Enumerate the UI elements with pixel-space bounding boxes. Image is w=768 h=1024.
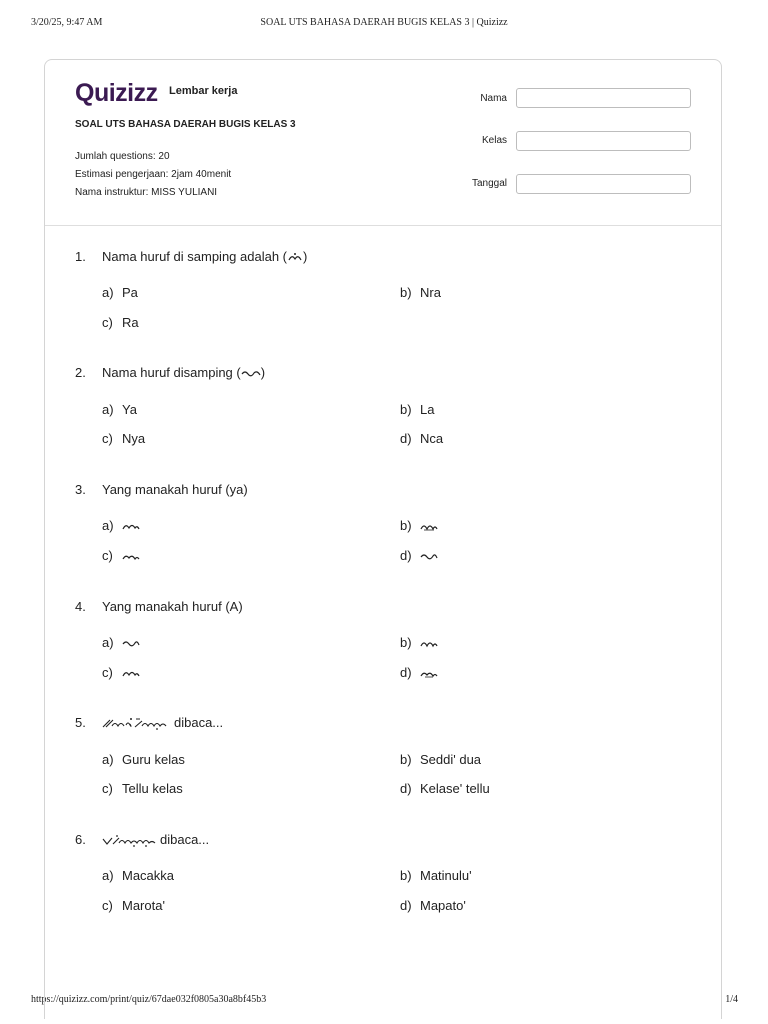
lontara-glyph-icon — [122, 638, 140, 648]
class-field[interactable] — [516, 131, 691, 151]
option-text: Tellu kelas — [122, 781, 183, 796]
option-3a[interactable] — [102, 518, 140, 533]
option-5b[interactable] — [400, 752, 481, 767]
question-text — [102, 832, 209, 847]
lontara-glyph-icon — [420, 521, 438, 531]
option-text: Nra — [420, 285, 441, 300]
page-number: 1/4 — [725, 994, 738, 1005]
date-label: Tanggal — [471, 178, 507, 189]
option-letter: c) — [102, 898, 113, 913]
option-text: Ya — [122, 402, 137, 417]
option-text: Guru kelas — [122, 752, 185, 767]
option-6b[interactable] — [400, 868, 472, 883]
option-text: La — [420, 402, 435, 417]
option-letter: c) — [102, 781, 113, 796]
option-1c[interactable] — [102, 315, 139, 330]
option-4a[interactable] — [102, 635, 140, 650]
option-6d[interactable] — [400, 898, 466, 913]
option-letter: c) — [102, 548, 113, 563]
question-text: Yang manakah huruf (ya) — [102, 482, 248, 497]
question-text-after: ) — [260, 365, 266, 380]
name-field[interactable] — [516, 88, 691, 108]
name-label: Nama — [480, 93, 507, 104]
option-letter: c) — [102, 315, 113, 330]
option-letter: d) — [400, 781, 412, 796]
option-text: Matinulu' — [420, 868, 472, 883]
option-text: Nya — [122, 431, 146, 446]
question-count: Jumlah questions: 20 — [75, 151, 170, 162]
option-text: Kelase' tellu — [420, 781, 490, 796]
lontara-glyph-icon — [420, 638, 438, 648]
option-letter: d) — [400, 665, 412, 680]
lontara-glyph-icon — [122, 521, 140, 531]
instructor: Nama instruktur: MISS YULIANI — [75, 187, 218, 198]
option-5d[interactable] — [400, 781, 490, 796]
option-2d[interactable] — [400, 431, 443, 446]
question-text — [102, 365, 265, 380]
question-number: 6. — [75, 832, 86, 847]
question-text — [102, 249, 307, 264]
option-5a[interactable] — [102, 752, 185, 767]
question-number: 1. — [75, 249, 86, 264]
option-1a[interactable] — [102, 285, 138, 300]
option-6a[interactable] — [102, 868, 174, 883]
option-3d[interactable] — [400, 548, 438, 563]
option-text: Seddi' dua — [420, 752, 482, 767]
option-letter: b) — [400, 752, 412, 767]
lontara-glyph-icon — [122, 551, 140, 561]
question-number: 5. — [75, 715, 86, 730]
option-letter: a) — [102, 402, 114, 417]
option-letter: b) — [400, 285, 412, 300]
option-1b[interactable] — [400, 285, 441, 300]
option-2b[interactable] — [400, 402, 434, 417]
option-text: Macakka — [122, 868, 175, 883]
quizizz-logo — [75, 80, 158, 106]
worksheet-subtitle: Lembar kerja — [169, 85, 238, 97]
lontara-word-icon — [102, 833, 156, 847]
option-letter: d) — [400, 898, 412, 913]
worksheet-header — [45, 60, 721, 226]
logo-text: Quizizz — [75, 79, 158, 107]
question-text-label: dibaca... — [174, 715, 224, 730]
option-letter: b) — [400, 868, 412, 883]
question-number: 2. — [75, 365, 86, 380]
question-text-before: Nama huruf disamping ( — [102, 365, 241, 380]
date-field[interactable] — [516, 174, 691, 194]
question-number: 4. — [75, 599, 86, 614]
option-6c[interactable] — [102, 898, 165, 913]
option-letter: c) — [102, 665, 113, 680]
option-letter: a) — [102, 518, 114, 533]
question-number: 3. — [75, 482, 86, 497]
lontara-glyph-icon — [420, 551, 438, 561]
question-text-before: Nama huruf di samping adalah ( — [102, 249, 287, 264]
lontara-glyph-icon — [287, 251, 303, 263]
option-5c[interactable] — [102, 781, 183, 796]
option-letter: b) — [400, 635, 412, 650]
lontara-word-icon — [102, 716, 170, 730]
option-text: Ra — [122, 315, 139, 330]
option-letter: a) — [102, 868, 114, 883]
print-title: SOAL UTS BAHASA DAERAH BUGIS KELAS 3 | Quizizz — [260, 17, 508, 28]
option-2c[interactable] — [102, 431, 145, 446]
option-2a[interactable] — [102, 402, 137, 417]
question-text-after: ) — [303, 249, 308, 264]
question-text — [102, 715, 223, 730]
print-header — [0, 17, 768, 31]
question-text: Yang manakah huruf (A) — [102, 599, 243, 614]
option-letter: a) — [102, 285, 114, 300]
option-text: Nca — [420, 431, 444, 446]
option-letter: a) — [102, 752, 114, 767]
lontara-glyph-icon — [122, 668, 140, 678]
option-letter: d) — [400, 431, 412, 446]
print-datetime: 3/20/25, 9:47 AM — [31, 17, 103, 28]
option-text: Pa — [122, 285, 138, 300]
option-4b[interactable] — [400, 635, 438, 650]
option-letter: b) — [400, 518, 412, 533]
duration: Estimasi pengerjaan: 2jam 40menit — [75, 169, 232, 180]
option-4d[interactable] — [400, 665, 438, 680]
option-letter: d) — [400, 548, 412, 563]
option-text: Mapato' — [420, 898, 466, 913]
lontara-glyph-icon — [241, 367, 261, 379]
question-text-label: dibaca... — [160, 832, 210, 847]
option-letter: a) — [102, 635, 114, 650]
option-4c[interactable] — [102, 665, 140, 680]
option-text: Marota' — [122, 898, 165, 913]
option-letter: c) — [102, 431, 113, 446]
option-3c[interactable] — [102, 548, 140, 563]
class-label: Kelas — [481, 135, 507, 146]
quiz-title: SOAL UTS BAHASA DAERAH BUGIS KELAS 3 — [75, 119, 296, 130]
print-url[interactable]: https://quizizz.com/print/quiz/67dae032f0805a30a8bf45b3 — [31, 994, 267, 1005]
option-letter: b) — [400, 402, 412, 417]
lontara-glyph-icon — [420, 668, 438, 678]
option-3b[interactable] — [400, 518, 438, 533]
